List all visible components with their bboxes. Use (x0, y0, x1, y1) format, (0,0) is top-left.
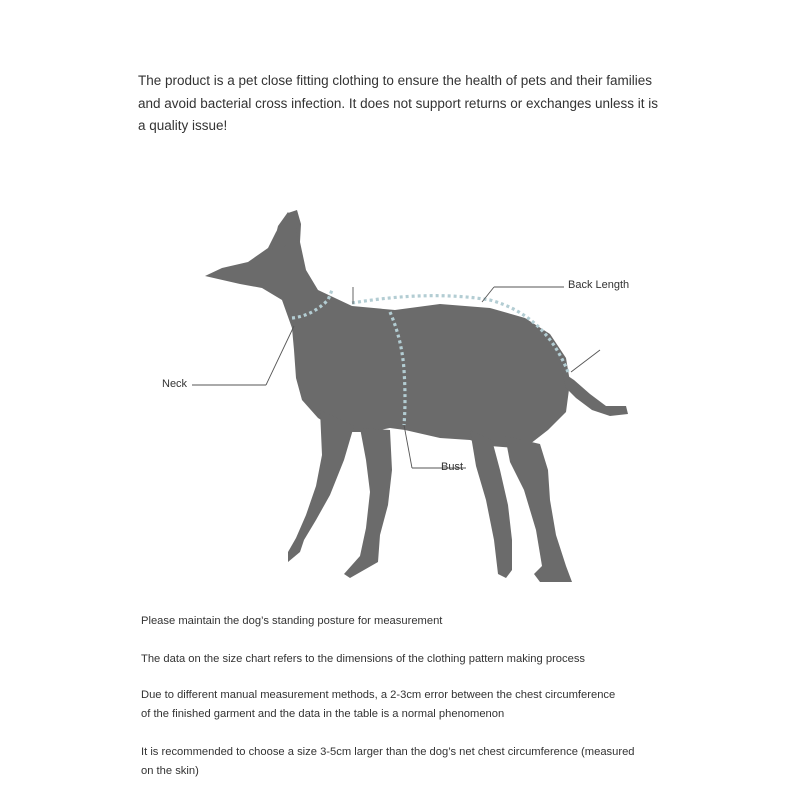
back-length-label: Back Length (568, 279, 630, 291)
note-item (141, 612, 442, 631)
note-line: Due to different manual measurement methods, a 2-3cm error between the chest circumference (141, 689, 616, 701)
bust-label: Bust (441, 461, 464, 473)
dog-silhouette (205, 210, 628, 582)
note-line: It is recommended to choose a size 3-5cm larger than the dog’s net chest circumference (measured (141, 746, 635, 758)
note-item (141, 650, 585, 669)
neck-label: Neck (162, 378, 188, 390)
note-item (141, 743, 635, 780)
note-line: The data on the size chart refers to the dimensions of the clothing pattern making process (141, 653, 586, 665)
dog-illustration (0, 180, 800, 600)
note-item (141, 686, 615, 723)
intro-line: a quality issue! (138, 118, 228, 133)
note-line: on the skin) (141, 764, 199, 777)
note-line: Please maintain the dog’s standing posture for measurement (141, 615, 443, 627)
measurement-diagram (0, 180, 800, 600)
intro-text (138, 70, 698, 138)
note-line: of the finished garment and the data in the table is a normal phenomenon (141, 707, 505, 720)
intro-line: and avoid bacterial cross infection. It does not support returns or exchanges unless it is (138, 95, 659, 111)
intro-line: The product is a pet close fitting clothing to ensure the health of pets and their families (138, 73, 653, 88)
